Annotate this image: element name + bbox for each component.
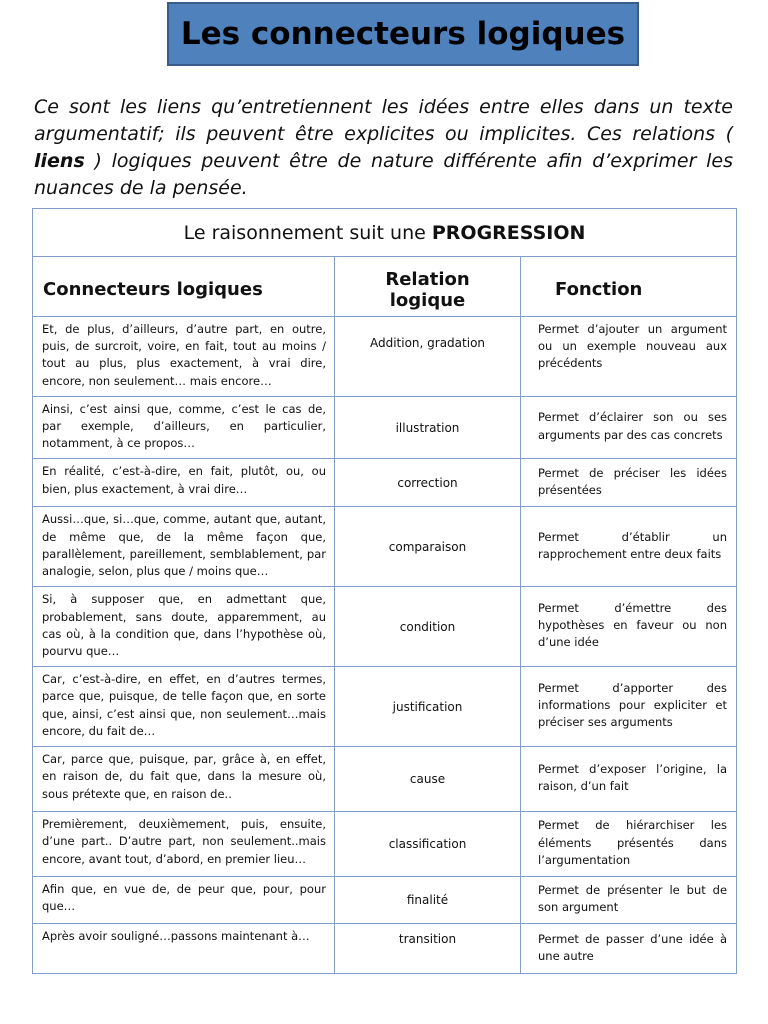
table-header-row <box>33 209 737 257</box>
relation-cell: finalité <box>335 877 521 924</box>
table-row <box>33 396 737 459</box>
connectors-table <box>32 208 737 974</box>
table-row <box>33 667 737 747</box>
relation-cell: cause <box>335 747 521 812</box>
table-header-emphasis: PROGRESSION <box>431 221 586 244</box>
table-row <box>33 317 737 397</box>
column-header-connecteurs: Connecteurs logiques <box>33 257 335 317</box>
relation-cell: comparaison <box>335 507 521 587</box>
fonction-cell: Permet de hiérarchiser les éléments présentés dans l’argumentation <box>521 812 737 877</box>
relation-cell: correction <box>335 459 521 507</box>
connecteurs-cell: Si, à supposer que, en admettant que, probablement, sans doute, apparemment, au cas où, à la condition que, dans l’hypothèse où, pourvu que… <box>33 587 335 667</box>
connecteurs-cell: Ainsi, c’est ainsi que, comme, c’est le cas de, par exemple, d’ailleurs, en particulier, notamment, à ce propos… <box>33 396 335 459</box>
table-row <box>33 587 737 667</box>
table-row <box>33 924 737 974</box>
fonction-cell: Permet d’apporter des informations pour expliciter et préciser ses arguments <box>521 667 737 747</box>
relation-cell: illustration <box>335 396 521 459</box>
table-header-prefix: Le raisonnement suit une <box>183 221 432 244</box>
relation-cell: justification <box>335 667 521 747</box>
table-row <box>33 812 737 877</box>
table-row <box>33 747 737 812</box>
connecteurs-cell: En réalité, c’est-à-dire, en fait, plutôt, ou, ou bien, plus exactement, à vrai dire… <box>33 459 335 507</box>
intro-text-after: ) logiques peuvent être de nature différente afin d’exprimer les nuances de la pensée. <box>34 150 733 199</box>
connecteurs-cell: Aussi…que, si…que, comme, autant que, autant, de même que, de la même façon que, parallèlement, pareillement, semblablement, par analogie, selon, plus que / moins que… <box>33 507 335 587</box>
connecteurs-cell: Premièrement, deuxièmement, puis, ensuite, d’une part.. D’autre part, non seulement..mais encore, avant tout, d’abord, en premier lieu… <box>33 812 335 877</box>
page-title: Les connecteurs logiques <box>180 16 626 52</box>
table-header-cell <box>33 209 737 257</box>
fonction-cell: Permet de préciser les idées présentées <box>521 459 737 507</box>
title-banner <box>167 2 639 66</box>
table-row <box>33 507 737 587</box>
column-header-relation: Relation logique <box>335 257 521 317</box>
fonction-cell: Permet d’ajouter un argument ou un exemple nouveau aux précédents <box>521 317 737 397</box>
intro-paragraph <box>34 94 733 202</box>
column-header-fonction: Fonction <box>521 257 737 317</box>
table-row <box>33 459 737 507</box>
connecteurs-cell: Car, c’est-à-dire, en effet, en d’autres termes, parce que, puisque, de telle façon que, en sorte que, ainsi, c’est ainsi que, non seulement…mais encore, du fait de… <box>33 667 335 747</box>
fonction-cell: Permet d’émettre des hypothèses en faveur ou non d’une idée <box>521 587 737 667</box>
fonction-cell: Permet de présenter le but de son argument <box>521 877 737 924</box>
table-row <box>33 877 737 924</box>
fonction-cell: Permet d’éclairer son ou ses arguments par des cas concrets <box>521 396 737 459</box>
fonction-cell: Permet de passer d’une idée à une autre <box>521 924 737 974</box>
fonction-cell: Permet d’établir un rapprochement entre deux faits <box>521 507 737 587</box>
relation-cell: classification <box>335 812 521 877</box>
relation-cell: transition <box>335 924 521 974</box>
connecteurs-cell: Car, parce que, puisque, par, grâce à, en effet, en raison de, du fait que, dans la mesure où, sous prétexte que, en raison de.. <box>33 747 335 812</box>
intro-text-before: Ce sont les liens qu’entretiennent les idées entre elles dans un texte argumentatif; ils peuvent être explicites ou implicites. Ces relations ( <box>34 96 733 145</box>
fonction-cell: Permet d’exposer l’origine, la raison, d’un fait <box>521 747 737 812</box>
relation-cell: Addition, gradation <box>335 317 521 397</box>
connecteurs-cell: Après avoir souligné…passons maintenant à… <box>33 924 335 974</box>
connecteurs-cell: Et, de plus, d’ailleurs, d’autre part, en outre, puis, de surcroit, voire, en fait, tout au moins / tout au plus, plus exactement, à vrai dire, encore, non seulement… mais encore… <box>33 317 335 397</box>
relation-cell: condition <box>335 587 521 667</box>
connecteurs-cell: Afin que, en vue de, de peur que, pour, pour que… <box>33 877 335 924</box>
intro-bold-word: liens <box>34 150 85 172</box>
column-headers-row <box>33 257 737 317</box>
